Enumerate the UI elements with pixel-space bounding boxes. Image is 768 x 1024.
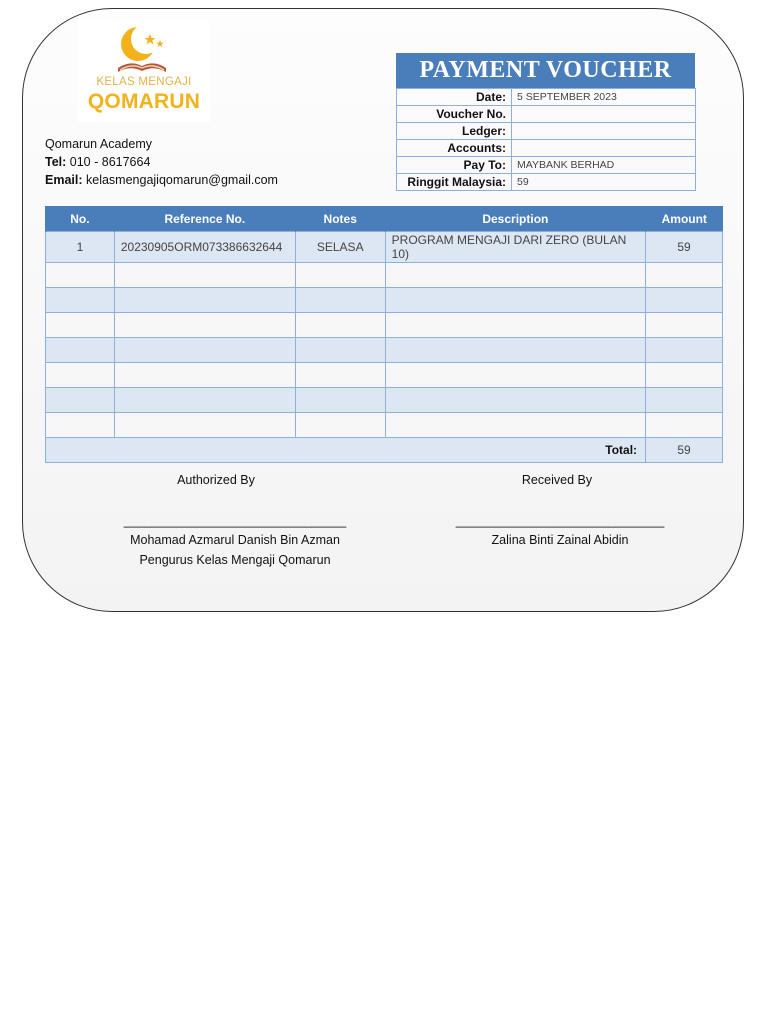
crescent-moon-icon <box>78 20 210 80</box>
meta-value: 59 <box>512 174 696 191</box>
logo-text-brand: QOMARUN <box>87 90 201 113</box>
col-header-amount: Amount <box>646 206 723 232</box>
cell-notes: SELASA <box>295 232 385 263</box>
authorized-title: Pengurus Kelas Mengaji Qomarun <box>139 553 331 567</box>
cell-reference: 20230905ORM073386632644 <box>114 232 295 263</box>
total-row <box>46 438 723 463</box>
col-header-description: Description <box>385 206 645 232</box>
total-label: Total: <box>46 438 646 463</box>
voucher-title: PAYMENT VOUCHER <box>396 53 695 88</box>
table-row-empty <box>46 263 723 288</box>
company-tel <box>45 153 278 171</box>
meta-row <box>397 123 696 140</box>
tel-value: 010 - 8617664 <box>69 155 151 169</box>
received-by-label: Received By <box>521 473 593 487</box>
meta-label: Voucher No. <box>397 106 512 123</box>
total-value: 59 <box>646 438 723 463</box>
company-info <box>45 135 278 189</box>
authorized-signature-line: ________________________________ <box>123 514 347 528</box>
email-label: Email: <box>45 173 83 187</box>
meta-row <box>397 140 696 157</box>
cell-description: PROGRAM MENGAJI DARI ZERO (BULAN 10) <box>385 232 645 263</box>
meta-value: MAYBANK BERHAD <box>512 157 696 174</box>
meta-row <box>397 106 696 123</box>
table-row-empty <box>46 313 723 338</box>
voucher-meta-table <box>396 88 696 191</box>
items-table <box>45 206 723 463</box>
meta-value <box>512 106 696 123</box>
meta-value: 5 SEPTEMBER 2023 <box>512 89 696 106</box>
col-header-notes: Notes <box>295 206 385 232</box>
cell-no: 1 <box>46 232 115 263</box>
meta-label: Ledger: <box>397 123 512 140</box>
company-name: Qomarun Academy <box>45 137 152 151</box>
tel-label: Tel: <box>45 155 67 169</box>
col-header-reference: Reference No. <box>114 206 295 232</box>
received-signature-line: ______________________________ <box>455 514 665 528</box>
table-row-empty <box>46 413 723 438</box>
meta-value <box>512 140 696 157</box>
table-row-empty <box>46 288 723 313</box>
cell-amount: 59 <box>646 232 723 263</box>
authorized-by-label: Authorized By <box>177 473 255 487</box>
company-email <box>45 171 278 189</box>
table-row-empty <box>46 338 723 363</box>
received-name: Zalina Binti Zainal Abidin <box>491 533 629 547</box>
meta-label: Pay To: <box>397 157 512 174</box>
logo <box>78 20 210 122</box>
meta-label: Accounts: <box>397 140 512 157</box>
authorized-name: Mohamad Azmarul Danish Bin Azman <box>130 533 340 547</box>
meta-row <box>397 89 696 106</box>
meta-label: Ringgit Malaysia: <box>397 174 512 191</box>
email-value: kelasmengajiqomarun@gmail.com <box>86 173 278 187</box>
meta-row <box>397 174 696 191</box>
col-header-no: No. <box>46 206 115 232</box>
meta-label: Date: <box>397 89 512 106</box>
logo-text-small: KELAS MENGAJI <box>96 76 192 88</box>
table-row-empty <box>46 363 723 388</box>
table-row-empty <box>46 388 723 413</box>
meta-row <box>397 157 696 174</box>
items-header-row <box>46 206 723 232</box>
table-row <box>46 232 723 263</box>
meta-value <box>512 123 696 140</box>
